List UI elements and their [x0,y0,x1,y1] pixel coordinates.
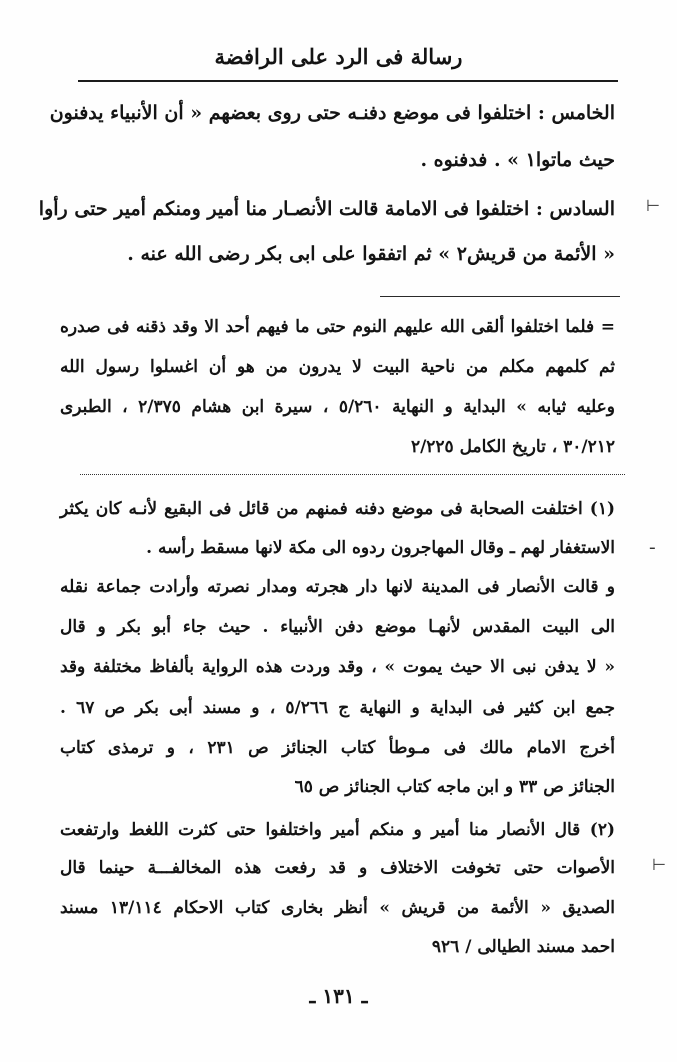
continued-note-line-1: = فلما اختلفوا ألقى الله عليهم النوم حتى ما فيهم أحد الا وقد ذقنه فى صدره [60,317,615,337]
margin-mark: ⊢ [652,855,666,874]
margin-mark: ⊢ [646,196,660,215]
page-number: ـ ١٣١ ـ [309,984,368,1008]
running-title: رسالة فى الرد على الرافضة [214,44,463,69]
footnote-1-line-5: « لا يدفن نبى الا حيث يموت » ، وقد وردت هذه الرواية بألفاظ مختلفة وقد [60,657,615,677]
footnote-1-line-1: (١) اختلفت الصحابة فى موضع دفنه فمنهم من قائل فى البقيع لأنـه كان يكثر [60,499,615,519]
body-line-3: السادس : اختلفوا فى الامامة قالت الأنصـار منا أمير ومنكم أمير حتى رأوا [38,198,615,220]
continued-note-line-3: وعليه ثيابه » البداية و النهاية ٥/٢٦٠ ، سيرة ابن هشام ٢/٣٧٥ ، الطبرى [60,397,615,417]
footnote-separator [380,296,620,297]
body-line-4: « الأئمة من قريش٢ » ثم اتفقوا على ابى بكر رضى الله عنه . [127,243,615,265]
body-line-2: حيث ماتوا١ » . فدفنوه . [420,149,615,171]
footnote-1-line-3: و قالت الأنصار فى المدينة لانها دار هجرته ومدار نصرته وأرادت جماعة نقله [60,577,615,597]
footnote-divider [80,474,625,475]
footnote-1-line-6: جمع ابن كثير فى البداية و النهاية ج ٥/٢٦٦ ، و مسند أبى بكر ص ٦٧ . [60,698,615,718]
continued-note-line-4: ٣٠/٢١٢ ، تاريخ الكامل ٢/٢٢٥ [410,437,615,457]
header-rule [78,80,618,82]
footnote-2-line-2: الأصوات حتى تخوفت الاختلاف و قد رفعت هذه المخالفـــة حينما قال [60,858,615,878]
footnote-1-line-2: الاستغفار لهم ـ وقال المهاجرون ردوه الى مكة لانها مسقط رأسه . [146,538,615,558]
footnote-1-line-4: الى البيت المقدس لأنهـا موضع دفن الأنبياء . حيث جاء أبو بكر و قال [60,617,615,637]
body-line-1: الخامس : اختلفوا فى موضع دفنـه حتى روى بعضهم « أن الأنبياء يدفنون [49,102,615,124]
footnote-2-line-1: (٢) قال الأنصار منا أمير و منكم أمير واختلفوا حتى كثرت اللغط وارتفعت [60,820,615,840]
margin-mark: ـ [650,534,655,553]
footnote-2-line-3: الصديق « الأئمة من قريش » أنظر بخارى كتاب الاحكام ١٣/١١٤ مسند [60,898,616,918]
continued-note-line-2: ثم كلمهم مكلم من ناحية البيت لا يدرون من هو أن اغسلوا رسول الله [60,357,615,377]
footnote-1-line-7: أخرج الامام مالك فى مـوطأ كتاب الجنائز ص ٢٣١ ، و ترمذى كتاب [60,738,615,758]
footnote-1-line-8: الجنائز ص ٣٣ و ابن ماجه كتاب الجنائز ص ٦٥ [294,777,615,797]
footnote-2-line-4: احمد مسند الطيالى / ٩٢٦ [431,937,615,957]
